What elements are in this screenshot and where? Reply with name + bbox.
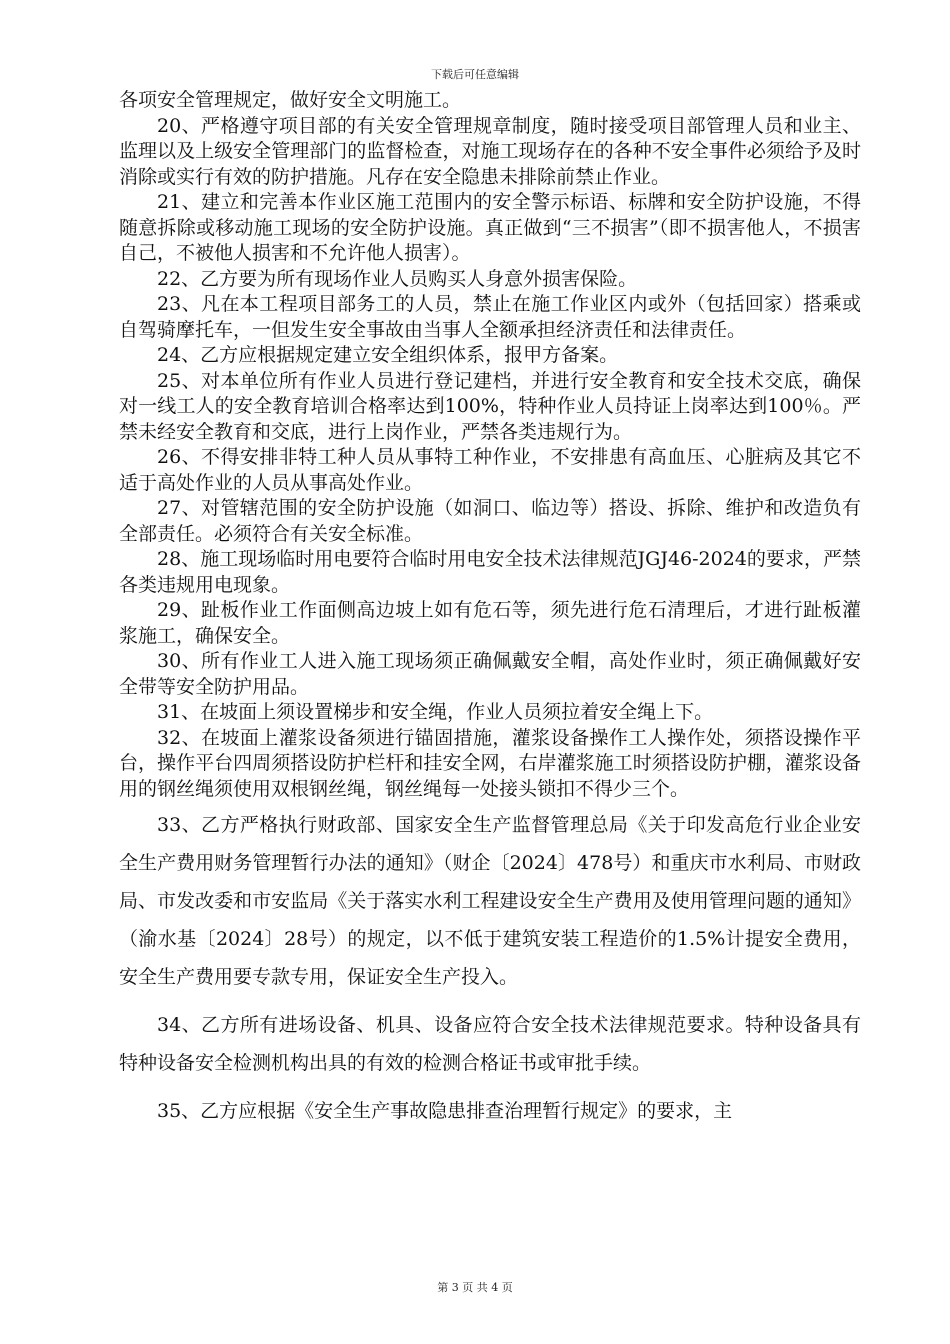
- paragraph-20: 20、严格遵守项目部的有关安全管理规章制度，随时接受项目部管理人员和业主、监理以及上级安全管理部门的监督检查，对施工现场存在的各种不安全事件必须给予及时消除或实行有效的防护措施。凡存在安全隐患未排除前禁止作业。: [119, 114, 861, 188]
- paragraph-26: 26、不得安排非特工种人员从事特工种作业，不安排患有高血压、心脏病及其它不适于高处作业的人员从事高处作业。: [119, 446, 861, 494]
- paragraph-21: 21、建立和完善本作业区施工范围内的安全警示标语、标牌和安全防护设施，不得随意拆除或移动施工现场的安全防护设施。真正做到“三不损害”（即不损害他人，不损害自己，不被他人损害和不允许他人损害）。: [119, 191, 861, 264]
- paragraph-29: 29、趾板作业工作面侧高边坡上如有危石等，须先进行危石清理后，才进行趾板灌浆施工，确保安全。: [119, 599, 861, 647]
- document-body: [119, 88, 861, 1130]
- paragraph-continued: 各项安全管理规定，做好安全文明施工。: [119, 89, 462, 111]
- paragraph-24: 24、乙方应根据规定建立安全组织体系，报甲方备案。: [157, 344, 619, 366]
- paragraph-23: 23、凡在本工程项目部务工的人员，禁止在施工作业区内或外（包括回家）搭乘或自驾骑摩托车，一但发生安全事故由当事人全额承担经济责任和法律责任。: [119, 293, 861, 341]
- page-footer: 第 3 页 共 4 页: [437, 1281, 513, 1294]
- page-header: 下载后可任意编辑: [431, 68, 519, 81]
- paragraph-32: 32、在坡面上灌浆设备须进行锚固措施，灌浆设备操作工人操作处，须搭设操作平台，操作平台四周须搭设防护栏杆和挂安全网，右岸灌浆施工时须搭设防护棚，灌浆设备用的钢丝绳须使用双根钢丝绳，钢丝绳每一处接头锁扣不得少三个。: [119, 726, 861, 800]
- paragraph-27: 27、对管辖范围的安全防护设施（如洞口、临边等）搭设、拆除、维护和改造负有全部责任。必须符合有关安全标准。: [119, 497, 861, 545]
- paragraph-25: 25、对本单位所有作业人员进行登记建档，并进行安全教育和安全技术交底，确保对一线工人的安全教育培训合格率达到100%，特种作业人员持证上岗率达到100％。严禁未经安全教育和交底，进行上岗作业，严禁各类违规行为。: [119, 369, 861, 443]
- paragraph-30: 30、所有作业工人进入施工现场须正确佩戴安全帽，高处作业时，须正确佩戴好安全带等安全防护用品。: [119, 650, 861, 698]
- paragraph-22: 22、乙方要为所有现场作业人员购买人身意外损害保险。: [157, 267, 638, 290]
- paragraph-28: 28、施工现场临时用电要符合临时用电安全技术法律规范JGJ46-2024的要求，严禁各类违规用电现象。: [119, 548, 861, 596]
- paragraph-33: 33、乙方严格执行财政部、国家安全生产监督管理总局《关于印发高危行业企业安全生产费用财务管理暂行办法的通知》（财企〔2024〕478号）和重庆市水利局、市财政局、市发改委和市安监局《关于落实水利工程建设安全生产费用及使用管理问题的通知》（渝水基〔2024〕28号）的规定，以不低于建筑安装工程造价的1.5%计提安全费用，安全生产费用要专款专用，保证安全生产投入。: [119, 814, 861, 988]
- paragraph-31: 31、在坡面上须设置梯步和安全绳，作业人员须拉着安全绳上下。: [157, 701, 714, 723]
- paragraph-35: 35、乙方应根据《安全生产事故隐患排查治理暂行规定》的要求，主: [157, 1100, 733, 1122]
- paragraph-34: 34、乙方所有进场设备、机具、设备应符合安全技术法律规范要求。特种设备具有特种设备安全检测机构出具的有效的检测合格证书或审批手续。: [119, 1014, 861, 1074]
